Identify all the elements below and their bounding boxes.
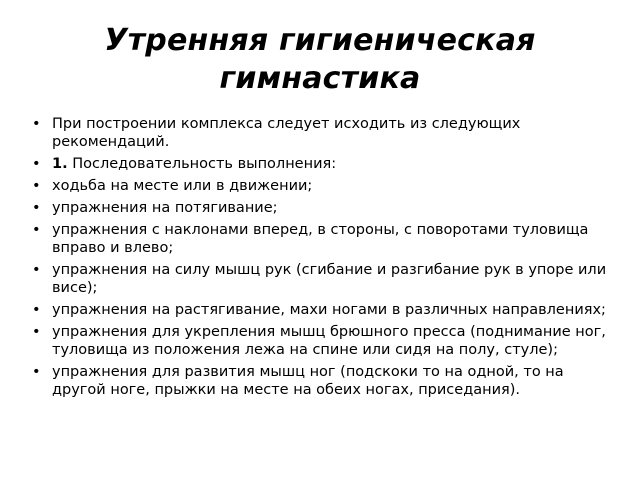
list-item-number: 1. xyxy=(52,156,68,172)
list-item-text: упражнения для развития мышц ног (подскоки то на одной, то на другой ноге, прыжки на месте на обеих ногах, приседания). xyxy=(52,364,564,398)
bullet-icon: • xyxy=(32,222,41,238)
bullet-icon: • xyxy=(32,200,41,216)
list-item-text: упражнения на растягивание, махи ногами в различных направлениях; xyxy=(52,302,606,318)
bullet-icon: • xyxy=(32,178,41,194)
list-item xyxy=(30,221,610,257)
bullet-icon: • xyxy=(32,262,41,278)
list-item xyxy=(30,115,610,151)
list-item xyxy=(30,155,610,173)
bullet-icon: • xyxy=(32,302,41,318)
list-item-text: упражнения с наклонами вперед, в стороны, с поворотами туловища вправо и влево; xyxy=(52,222,589,256)
list-item xyxy=(30,199,610,217)
slide-title-line-1: Утренняя гигиеническая xyxy=(104,23,536,58)
slide-title xyxy=(40,22,600,98)
slide-title-line-2: гимнастика xyxy=(219,61,421,96)
bullet-icon: • xyxy=(32,324,41,340)
bullet-list xyxy=(30,115,610,403)
list-item-text: упражнения на силу мышц рук (сгибание и разгибание рук в упоре или висе); xyxy=(52,262,607,296)
list-item-text: упражнения для укрепления мышц брюшного пресса (поднимание ног, туловища из положения лежа на спине или сидя на полу, стуле); xyxy=(52,324,606,358)
list-item-text: упражнения на потягивание; xyxy=(52,200,278,216)
bullet-icon: • xyxy=(32,116,41,132)
list-item-text: При построении комплекса следует исходить из следующих рекомендаций. xyxy=(52,116,521,150)
list-item xyxy=(30,261,610,297)
list-item xyxy=(30,323,610,359)
bullet-icon: • xyxy=(32,156,41,172)
list-item-text: Последовательность выполнения: xyxy=(67,156,337,172)
bullet-icon: • xyxy=(32,364,41,380)
list-item xyxy=(30,177,610,195)
list-item xyxy=(30,301,610,319)
list-item xyxy=(30,363,610,399)
list-item-text: ходьба на месте или в движении; xyxy=(52,178,313,194)
